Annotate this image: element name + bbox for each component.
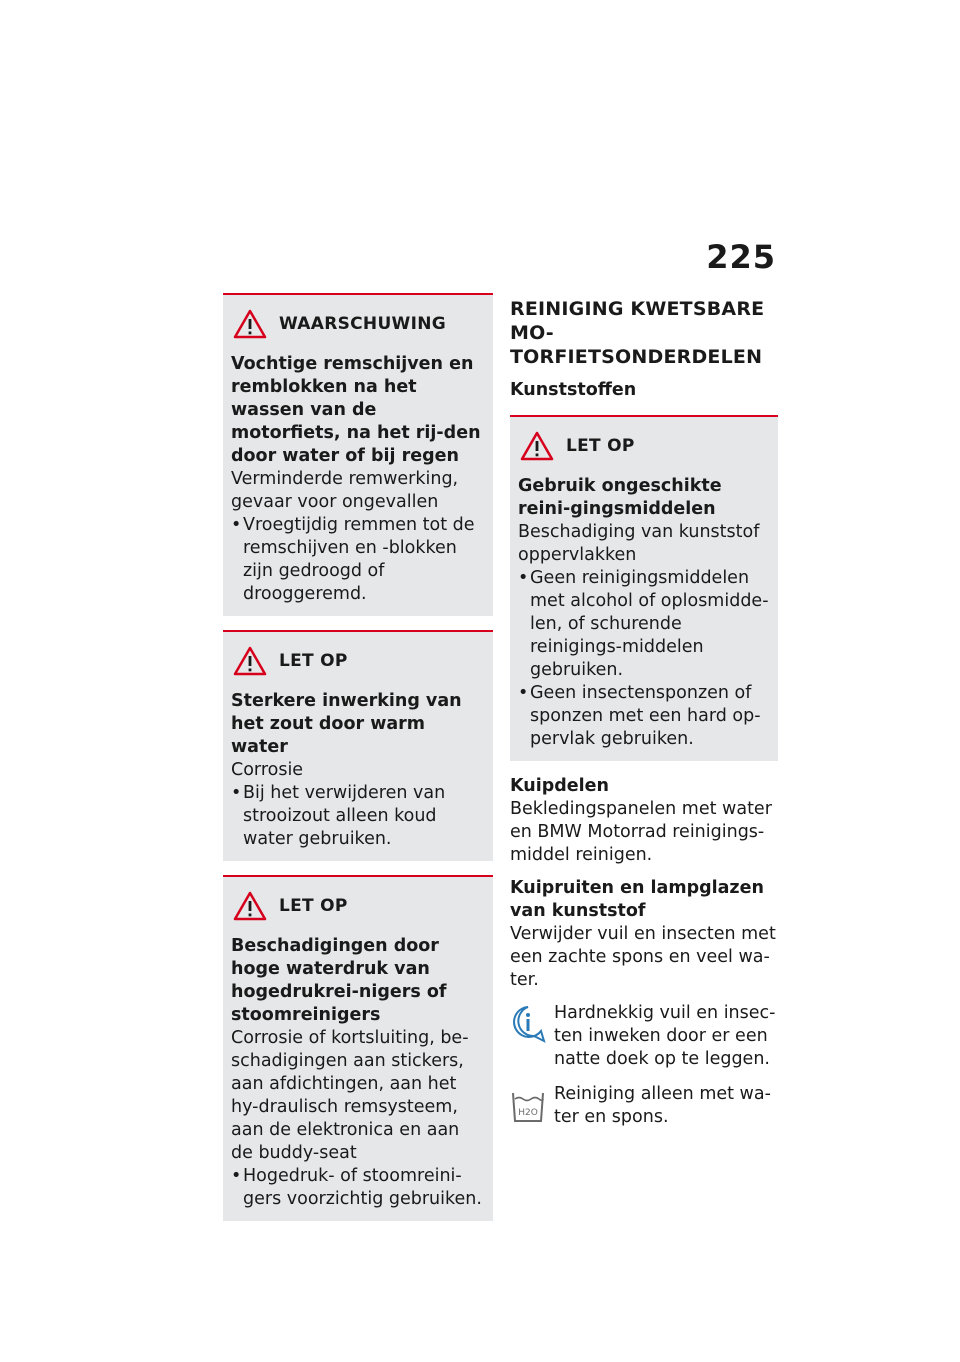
notice-body: Verminderde remwerking, gevaar voor ongevallen [231, 469, 459, 512]
notice-label: LET OP [279, 895, 348, 916]
caution-notice-pressure [223, 875, 493, 1221]
warning-triangle-icon [233, 646, 267, 676]
water-only-icon [510, 1085, 546, 1125]
notice-title: Gebruik ongeschikte reini-gingsmiddelen [518, 476, 722, 519]
notice-header [233, 891, 485, 921]
notice-header [520, 431, 770, 461]
notice-bullets [231, 1165, 485, 1211]
bullet-item: • Geen insectensponzen of sponzen met een hard op-pervlak gebruiken. [518, 682, 770, 751]
notice-label: WAARSCHUWING [279, 313, 447, 334]
subsection-title: Kunststoffen [510, 380, 637, 400]
left-column [223, 293, 493, 1229]
water-note [510, 1083, 778, 1129]
notice-header [233, 309, 485, 339]
notice-label: LET OP [279, 650, 348, 671]
water-note-text: Reiniging alleen met wa-ter en spons. [554, 1084, 771, 1127]
notice-body: Beschadiging van kunststof oppervlakken [518, 522, 760, 565]
paragraph-text: Bekledingspanelen met water en BMW Motorrad reinigings-middel reinigen. [510, 799, 772, 865]
paragraph-kuipdelen [510, 775, 778, 867]
bullet-item: • Bij het verwijderen van strooizout alleen koud water gebruiken. [231, 782, 485, 851]
right-column [510, 293, 778, 1141]
notice-bullets [231, 782, 485, 851]
notice-body: Corrosie of kortsluiting, be-schadigingen aan stickers, aan afdichtingen, aan het hy-draulisch remsysteem, aan de elektronica en aan de buddy-seat [231, 1028, 469, 1163]
water-icon-label: H2O [518, 1108, 538, 1118]
paragraph-kuipruiten [510, 877, 778, 992]
warning-triangle-icon [233, 309, 267, 339]
notice-title: Vochtige remschijven en remblokken na het wassen van de motorfiets, na het rij-den door water of bij regen [231, 354, 481, 466]
caution-notice-plastics [510, 415, 778, 761]
notice-title: Beschadigingen door hoge waterdruk van hogedrukrei-nigers of stoomreinigers [231, 936, 447, 1025]
warning-triangle-icon [520, 431, 554, 461]
notice-title: Sterkere inwerking van het zout door warm water [231, 691, 462, 757]
info-note [510, 1002, 778, 1071]
warning-notice [223, 293, 493, 616]
info-icon [510, 1004, 546, 1044]
section-title: REINIGING KWETSBARE MO-TORFIETSONDERDELEN [510, 298, 765, 368]
info-note-text: Hardnekkig vuil en insec-ten inweken door er een natte doek op te leggen. [554, 1003, 776, 1069]
notice-header [233, 646, 485, 676]
notice-bullets [231, 514, 485, 606]
warning-triangle-icon [233, 891, 267, 921]
notice-label: LET OP [566, 435, 635, 456]
notice-bullets [518, 567, 770, 751]
paragraph-text: Verwijder vuil en insecten met een zachte spons en veel wa-ter. [510, 924, 776, 990]
paragraph-title: Kuipdelen [510, 776, 609, 796]
bullet-item: • Hogedruk- of stoomreini-gers voorzichtig gebruiken. [231, 1165, 485, 1211]
notice-body: Corrosie [231, 760, 304, 780]
caution-notice-salt [223, 630, 493, 861]
bullet-item: • Geen reinigingsmiddelen met alcohol of oplosmidde-len, of schurende reinigings-middelen gebruiken. [518, 567, 770, 682]
paragraph-title: Kuipruiten en lampglazen van kunststof [510, 878, 764, 921]
bullet-item: • Vroegtijdig remmen tot de remschijven en -blokken zijn gedroogd of drooggeremd. [231, 514, 485, 606]
page-number: 225 [706, 238, 776, 276]
